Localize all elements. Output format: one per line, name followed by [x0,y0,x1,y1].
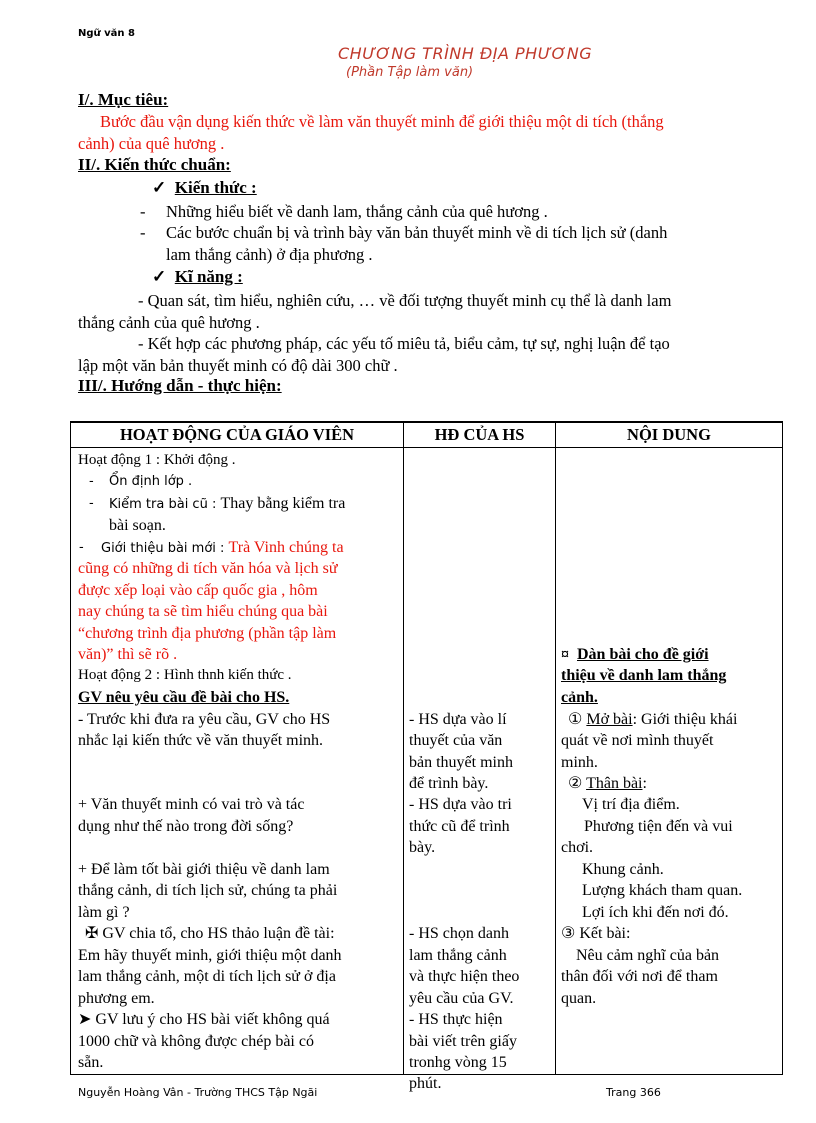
old-lesson-check-item: Kiểm tra bài cũ : Thay bằng kiểm tra [109,494,346,512]
intro-text-line: văn)” thì sẽ rõ . [78,645,178,663]
cross-icon: ✠ [85,924,99,942]
student-text-line: để trình bày. [409,774,489,792]
teacher-cell [71,447,404,1074]
check-icon: ✓ [152,267,167,286]
content-text-line: minh. [561,753,598,771]
circled-one-icon: ① [568,710,583,728]
teacher-text-line: phương em. [78,989,155,1007]
teacher-text-line: - Trước khi đưa ra yêu cầu, GV cho HS [78,710,331,728]
teacher-requirement: GV nêu yêu cầu đề bài cho HS. [78,688,290,706]
knowledge-item-2: - Các bước chuẩn bị và trình bày văn bản thuyết minh về di tích lịch sử (danh [140,223,668,242]
knowledge-item-1: - Những hiểu biết về danh lam, thắng cảnh của quê hương . [140,202,548,221]
col-header-content: NỘI DUNG [556,422,783,447]
teacher-text-line: lam thắng cảnh, một di tích lịch sử ở địa [78,967,336,985]
student-text-line: thuyết của văn [409,731,503,749]
content-text-line: Nêu cảm nghĩ của bản [576,946,720,964]
student-text-line: bày. [409,838,436,856]
teacher-text-line: nhắc lại kiến thức về văn thuyết minh. [78,731,324,749]
col-header-teacher: HOẠT ĐỘNG CỦA GIÁO VIÊN [71,422,404,447]
student-text-line: và thực hiện theo [409,967,520,985]
student-text-line: tronhg vòng 15 [409,1053,507,1071]
knowledge-item-2-cont: lam thắng cảnh) ở địa phương . [166,245,373,264]
circled-two-icon: ② [568,774,583,792]
content-text-line: quát về nơi mình thuyết [561,731,714,749]
col-header-student: HĐ CỦA HS [404,422,556,447]
knowledge-heading: ✓ Kiến thức : [152,178,257,197]
content-text-line: Lợi ích khi đến nơi đó. [582,903,729,921]
outline-title-cont: thiệu về danh lam thắng [561,666,727,684]
subject-label: Ngữ văn 8 [78,28,135,39]
student-text-line: bản thuyết minh [409,753,513,771]
objective-line-2: cảnh) của quê hương . [78,134,225,153]
teacher-text-line: + Để làm tốt bài giới thiệu về danh lam [78,860,330,878]
page-subtitle: (Phần Tập làm văn) [346,65,474,80]
intro-text-line: “chương trình địa phương (phần tập làm [78,624,337,642]
bullet-dash: - [79,539,84,555]
content-text-line: quan. [561,989,597,1007]
teacher-text-line: làm gì ? [78,903,130,921]
class-settle-item: Ổn định lớp . [109,473,193,489]
page-title: CHƯƠNG TRÌNH ĐỊA PHƯƠNG [338,44,593,63]
new-lesson-intro: Giới thiệu bài mới : Trà Vinh chúng ta [101,538,344,556]
student-text-line: - HS dựa vào lí [409,710,507,728]
conclusion-section: ③ Kết bài: [561,924,631,942]
section-2-heading: II/. Kiến thức chuẩn: [78,155,231,174]
activity-table [70,421,783,1092]
objective-line-1: Bước đầu vận dụng kiến thức về làm văn thuyết minh để giới thiệu một di tích (thắng [100,112,664,131]
activity-1-label: Hoạt động 1 : Khởi động . [78,451,236,468]
currency-sign-icon: ¤ [561,645,569,663]
student-text-line: bài viết trên giấy [409,1032,517,1050]
content-text-line: Phương tiện đến và vui [584,817,733,835]
student-text-line: yêu cầu của GV. [409,989,514,1007]
skill-item-2: - Kết hợp các phương pháp, các yếu tố miêu tả, biểu cảm, tự sự, nghị luận để tạo [138,334,670,353]
teacher-text-line: ➤ GV lưu ý cho HS bài viết không quá [78,1010,330,1028]
outline-title: ¤ Dàn bài cho đề giới [561,645,709,663]
check-icon: ✓ [152,178,167,197]
student-text-line: - HS chọn danh [409,924,509,942]
content-text-line: Vị trí địa điểm. [582,795,680,813]
body-section: ② Thân bài: [568,774,647,792]
teacher-text-line: dụng như thế nào trong đời sống? [78,817,294,835]
bullet-dash: - [89,473,94,489]
old-lesson-check-cont: bài soạn. [109,516,166,534]
bullet-dash: - [89,495,94,511]
student-text-line: thức cũ để trình [409,817,510,835]
teacher-text-line: 1000 chữ và không được chép bài có [78,1032,314,1050]
content-text-line: chơi. [561,838,594,856]
teacher-text-line: Em hãy thuyết minh, giới thiệu một danh [78,946,342,964]
arrow-bullet-icon: ➤ [78,1010,92,1028]
teacher-text-line: thắng cảnh, di tích lịch sử, chúng ta phải [78,881,338,899]
student-cell [404,447,556,1092]
teacher-text-line: sẵn. [78,1053,104,1071]
outline-title-cont: cảnh. [561,688,598,706]
intro-text-line: cũng có những di tích văn hóa và lịch sử [78,559,338,577]
content-text-line: Khung cảnh. [582,860,664,878]
section-3-heading: III/. Hướng dẫn - thực hiện: [78,376,282,395]
skill-item-2-cont: lập một văn bản thuyết minh có độ dài 300 chữ . [78,356,398,375]
intro-text-line: được xếp loại vào cấp quốc gia , hôm [78,581,318,599]
student-text-line: - HS thực hiện [409,1010,503,1028]
skill-item-1-cont: thắng cảnh của quê hương . [78,313,260,332]
footer-page-number: Trang 366 [606,1086,661,1099]
content-cell [556,447,783,1074]
intro-text-line: nay chúng ta sẽ tìm hiểu chúng qua bài [78,602,328,620]
teacher-text-line: + Văn thuyết minh có vai trò và tác [78,795,305,813]
circled-three-icon: ③ [561,924,576,942]
skill-item-1: - Quan sát, tìm hiểu, nghiên cứu, … về đối tượng thuyết minh cụ thể là danh lam [138,291,672,310]
skills-heading: ✓ Kĩ năng : [152,267,243,286]
student-text-line: phút. [409,1074,442,1092]
content-text-line: Lượng khách tham quan. [582,881,743,899]
student-text-line: - HS dựa vào tri [409,795,512,813]
activity-2-label: Hoạt động 2 : Hình thnh kiến thức . [78,666,292,683]
section-1-heading: I/. Mục tiêu: [78,90,169,109]
footer-author: Nguyễn Hoàng Vân - Trường THCS Tập Ngãi [78,1086,318,1099]
student-text-line: lam thắng cảnh [409,946,507,964]
content-text-line: thân đối với nơi để tham [561,967,718,985]
teacher-text-line: ✠ GV chia tổ, cho HS thảo luận đề tài: [85,924,335,942]
intro-section: ① Mở bài: Giới thiệu khái [568,710,738,728]
